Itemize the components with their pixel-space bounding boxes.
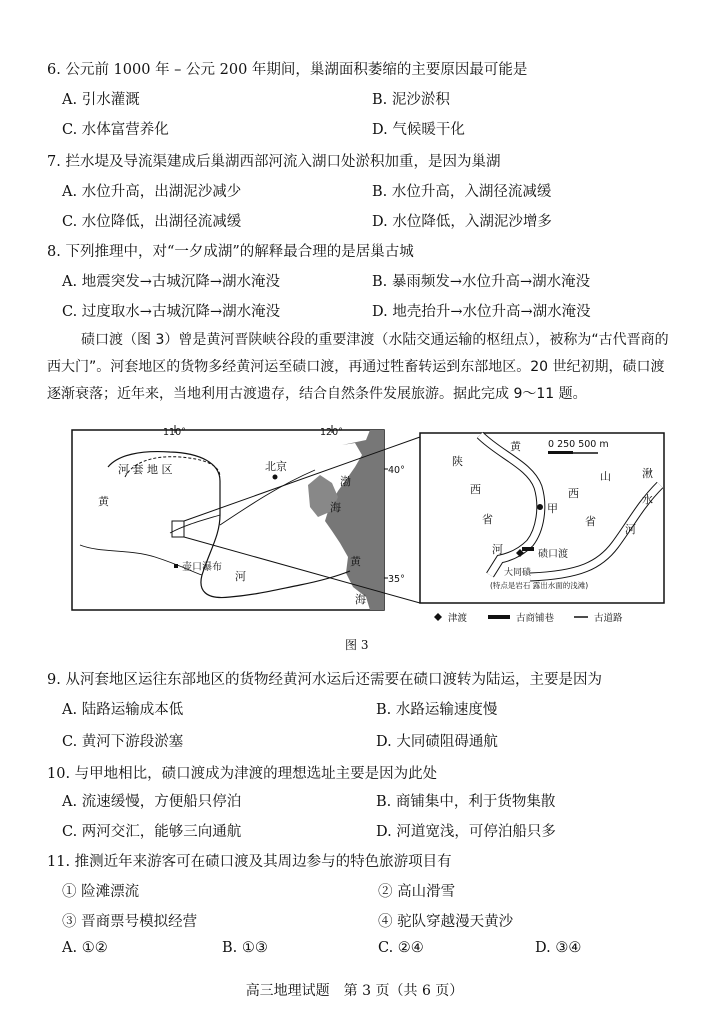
label-lat-35: 35° [388, 574, 405, 585]
q6-option-d: D. 气候暖干化 [372, 122, 465, 138]
label-bohai-1: 渤 [340, 475, 351, 488]
q11-option-c: C. ②④ [378, 940, 424, 956]
q6-option-c: C. 水体富营养化 [62, 122, 169, 138]
label-hukou: 壶口瀑布 [182, 562, 222, 573]
label-hetao: 河 套 地 区 [118, 463, 173, 476]
legend-town: 古商铺巷 [516, 613, 555, 624]
label-he-3: 河 [625, 523, 636, 536]
q7-option-d: D. 水位降低，入湖泥沙增多 [372, 214, 552, 230]
q7-option-c: C. 水位降低，出湖径流减缓 [62, 214, 242, 230]
label-shan: 山 [600, 470, 611, 483]
label-lat-40: 40° [388, 465, 405, 476]
label-huanghai-2: 海 [355, 593, 366, 606]
label-qiu: 湫 [642, 467, 653, 480]
passage-text: 碛口渡（图 3）曾是黄河晋陕峡谷段的重要津渡（水陆交通运输的枢纽点），被称为“古代晋商的西大门”。河套地区的货物多经黄河运至碛口渡，再通过牲畜转运到东部地区。20 世纪初期，碛口渡逐渐衰落；近年来，当地利用古渡遗存，结合自然条件发展旅游。据此完成 9～11 题。 [47, 332, 669, 402]
q10-stem: 10. 与甲地相比，碛口渡成为津渡的理想选址主要是因为此处 [47, 766, 438, 782]
label-huang-river: 黄 [98, 495, 109, 508]
q10-option-c: C. 两河交汇，能够三向通航 [62, 824, 242, 840]
label-scale: 0 250 500 m [548, 439, 609, 450]
q8-option-c: C. 过度取水→古城沉降→湖水淹没 [62, 304, 281, 320]
label-huang-2: 黄 [510, 440, 521, 453]
label-beijing: 北京 [265, 460, 287, 473]
q9-option-c: C. 黄河下游段淤塞 [62, 734, 184, 750]
legend-ferry: 津渡 [448, 613, 468, 624]
label-datong: 大同碛 [504, 568, 532, 578]
q7-option-a: A. 水位升高，出湖泥沙减少 [62, 184, 242, 200]
label-shaan: 陕 [452, 455, 463, 468]
q11-option-d: D. ③④ [535, 940, 582, 956]
label-xi-1: 西 [470, 483, 481, 496]
q11-option-a: A. ①② [62, 940, 108, 956]
q8-stem: 8. 下列推理中，对“一夕成湖”的解释最合理的是居巢古城 [47, 244, 414, 260]
figure-3-map [70, 425, 670, 635]
q8-option-d: D. 地壳抬升→水位升高→湖水淹没 [372, 304, 591, 320]
q9-stem: 9. 从河套地区运往东部地区的货物经黄河水运后还需要在碛口渡转为陆运，主要是因为 [47, 672, 602, 688]
q9-option-b: B. 水路运输速度慢 [376, 702, 498, 718]
q6-stem: 6. 公元前 1000 年 – 公元 200 年期间，巢湖面积萎缩的主要原因最可能是 [47, 62, 528, 78]
label-he-2: 河 [492, 543, 503, 556]
q11-item-2: ② 高山滑雪 [378, 884, 456, 900]
label-jia: 甲 [547, 502, 558, 515]
label-xi-2: 西 [568, 487, 579, 500]
q6-option-a: A. 引水灌溉 [62, 92, 140, 108]
q6-option-b: B. 泥沙淤积 [372, 92, 450, 108]
q7-option-b: B. 水位升高，入湖径流减缓 [372, 184, 552, 200]
legend-road: 古道路 [594, 613, 623, 624]
label-he-river: 河 [235, 570, 246, 583]
q11-stem: 11. 推测近年来游客可在碛口渡及其周边参与的特色旅游项目有 [47, 854, 452, 870]
label-qikou: 碛口渡 [538, 549, 568, 560]
q10-option-d: D. 河道宽浅，可停泊船只多 [376, 824, 556, 840]
label-huanghai-1: 黄 [350, 555, 361, 568]
q11-option-b: B. ①③ [222, 940, 268, 956]
page-footer: 高三地理试题 第 3 页（共 6 页） [245, 983, 464, 999]
q10-option-b: B. 商铺集中，利于货物集散 [376, 794, 556, 810]
q8-option-b: B. 暴雨频发→水位升高→湖水淹没 [372, 274, 591, 290]
label-lon-120: 120° [320, 427, 343, 438]
label-lon-110: 110° [163, 427, 186, 438]
label-datong-note: (特点是岩石 露出水面的浅滩) [490, 581, 589, 590]
q11-item-4: ④ 驼队穿越漫天黄沙 [378, 914, 514, 930]
label-sheng-2: 省 [585, 515, 596, 528]
q7-stem: 7. 拦水堤及导流渠建成后巢湖西部河流入湖口处淤积加重，是因为巢湖 [47, 154, 501, 170]
label-shui: 水 [642, 493, 653, 506]
q9-option-a: A. 陆路运输成本低 [62, 702, 184, 718]
label-sheng-1: 省 [482, 513, 493, 526]
figure-caption: 图 3 [345, 638, 369, 652]
q9-option-d: D. 大同碛阻碍通航 [376, 734, 498, 750]
label-bohai-2: 海 [330, 501, 341, 514]
q10-option-a: A. 流速缓慢，方便船只停泊 [62, 794, 242, 810]
q11-item-1: ① 险滩漂流 [62, 884, 140, 900]
q11-item-3: ③ 晋商票号模拟经营 [62, 914, 198, 930]
q8-option-a: A. 地震突发→古城沉降→湖水淹没 [62, 274, 280, 290]
